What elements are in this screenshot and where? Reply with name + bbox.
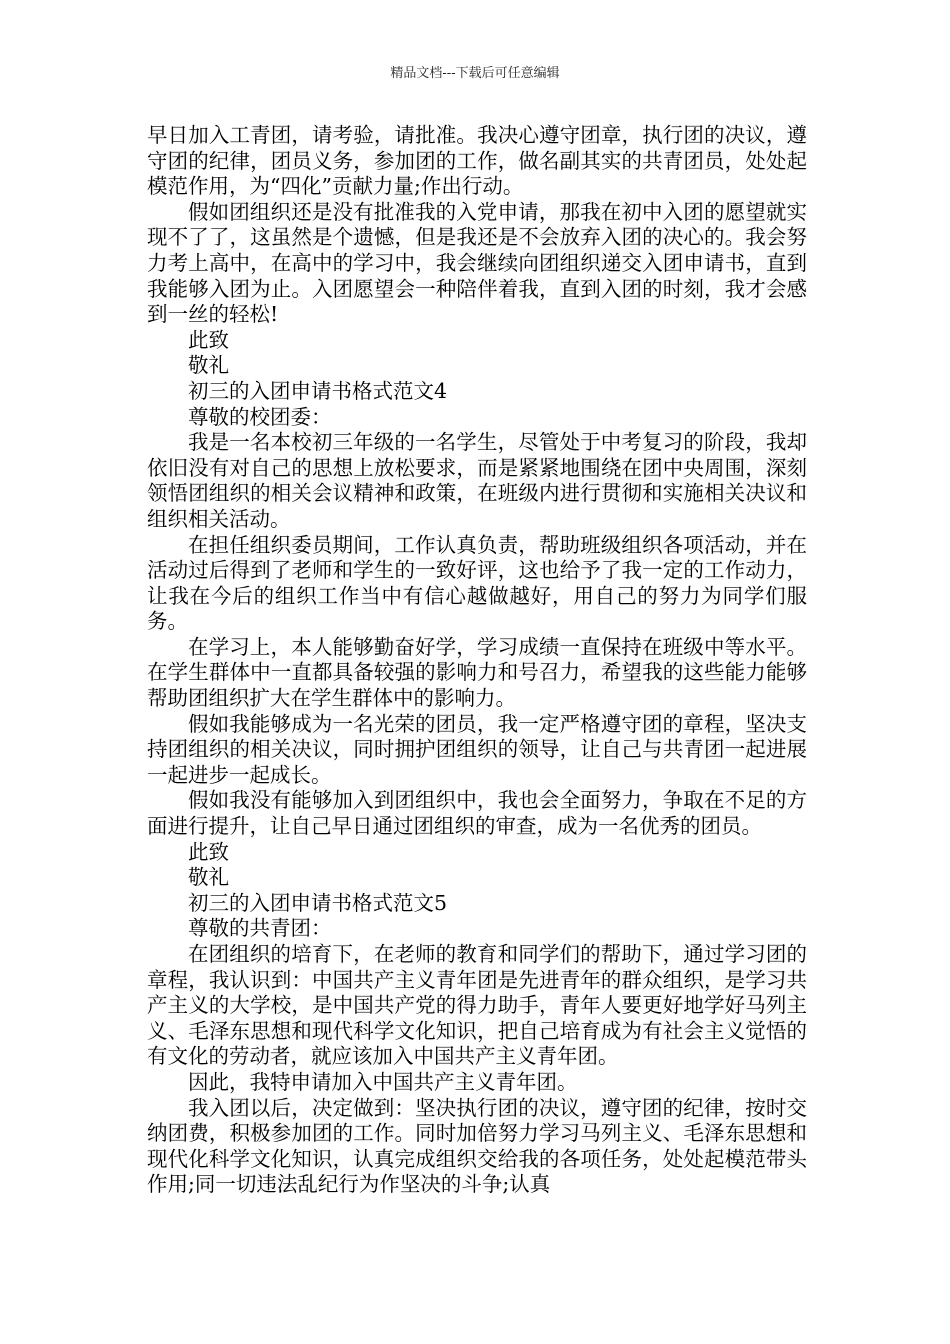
section-heading: 初三的入团申请书格式范文5: [188, 890, 448, 915]
paragraph: 我是一名本校初三年级的一名学生，尽管处于中考复习的阶段，我却依旧没有对自己的思想上放松要求，而是紧紧地围绕在团中央周围，深刻领悟团组织的相关会议精神和政策，在班级内进行贯彻和实施相关决议和组织相关活动。: [147, 430, 807, 531]
paragraph: 在团组织的培育下，在老师的教育和同学们的帮助下，通过学习团的章程，我认识到：中国共产主义青年团是先进青年的群众组织，是学习共产主义的大学校，是中国共产党的得力助手，青年人要更好地学好马列主义、毛泽东思想和现代科学文化知识，把自己培育成为有社会主义觉悟的有文化的劳动者，就应该加入中国共产主义青年团。: [147, 942, 807, 1069]
greeting: 尊敬的校团委：: [188, 404, 332, 429]
paragraph: 假如我能够成为一名光荣的团员，我一定严格遵守团的章程，坚决支持团组织的相关决议，同时拥护团组织的领导，让自己与共青团一起进展一起进步一起成长。: [147, 711, 807, 787]
paragraph: 早日加入工青团，请考验，请批准。我决心遵守团章，执行团的决议，遵守团的纪律，团员义务，参加团的工作，做名副其实的共青团员，处处起模范作用，为“四化”贡献力量;作出行动。: [147, 123, 807, 199]
closing-regards: 敬礼: [188, 353, 229, 378]
paragraph: 因此，我特申请加入中国共产主义青年团。: [188, 1069, 578, 1094]
closing-salutation: 此致: [188, 327, 229, 352]
paragraph: 在学习上，本人能够勤奋好学，学习成绩一直保持在班级中等水平。在学生群体中一直都具备较强的影响力和号召力，希望我的这些能力能够帮助团组织扩大在学生群体中的影响力。: [147, 634, 807, 711]
closing-salutation: 此致: [188, 839, 229, 864]
greeting: 尊敬的共青团：: [188, 916, 332, 941]
paragraph: 我入团以后，决定做到：坚决执行团的决议，遵守团的纪律，按时交纳团费，积极参加团的工作。同时加倍努力学习马列主义、毛泽东思想和现代化科学文化知识，认真完成组织交给我的各项任务，处处起模范带头作用;同一切违法乱纪行为作坚决的斗争;认真: [147, 1095, 807, 1197]
page-header: 精品文档---下载后可任意编辑: [390, 66, 560, 81]
paragraph: 在担任组织委员期间，工作认真负责，帮助班级组织各项活动，并在活动过后得到了老师和学生的一致好评，这也给予了我一定的工作动力，让我在今后的组织工作当中有信心越做越好，用自己的努力为同学们服务。: [147, 532, 807, 634]
paragraph: 假如团组织还是没有批准我的入党申请，那我在初中入团的愿望就实现不了了，这虽然是个遗憾，但是我还是不会放弃入团的决心的。我会努力考上高中，在高中的学习中，我会继续向团组织递交入团申请书，直到我能够入团为止。入团愿望会一种陪伴着我，直到入团的时刻，我才会感到一丝的轻松!: [147, 199, 807, 327]
document-body: [147, 123, 807, 1198]
closing-regards: 敬礼: [188, 865, 229, 890]
paragraph: 假如我没有能够加入到团组织中，我也会全面努力，争取在不足的方面进行提升，让自己早日通过团组织的审查，成为一名优秀的团员。: [147, 788, 807, 839]
section-heading: 初三的入团申请书格式范文4: [188, 378, 448, 403]
